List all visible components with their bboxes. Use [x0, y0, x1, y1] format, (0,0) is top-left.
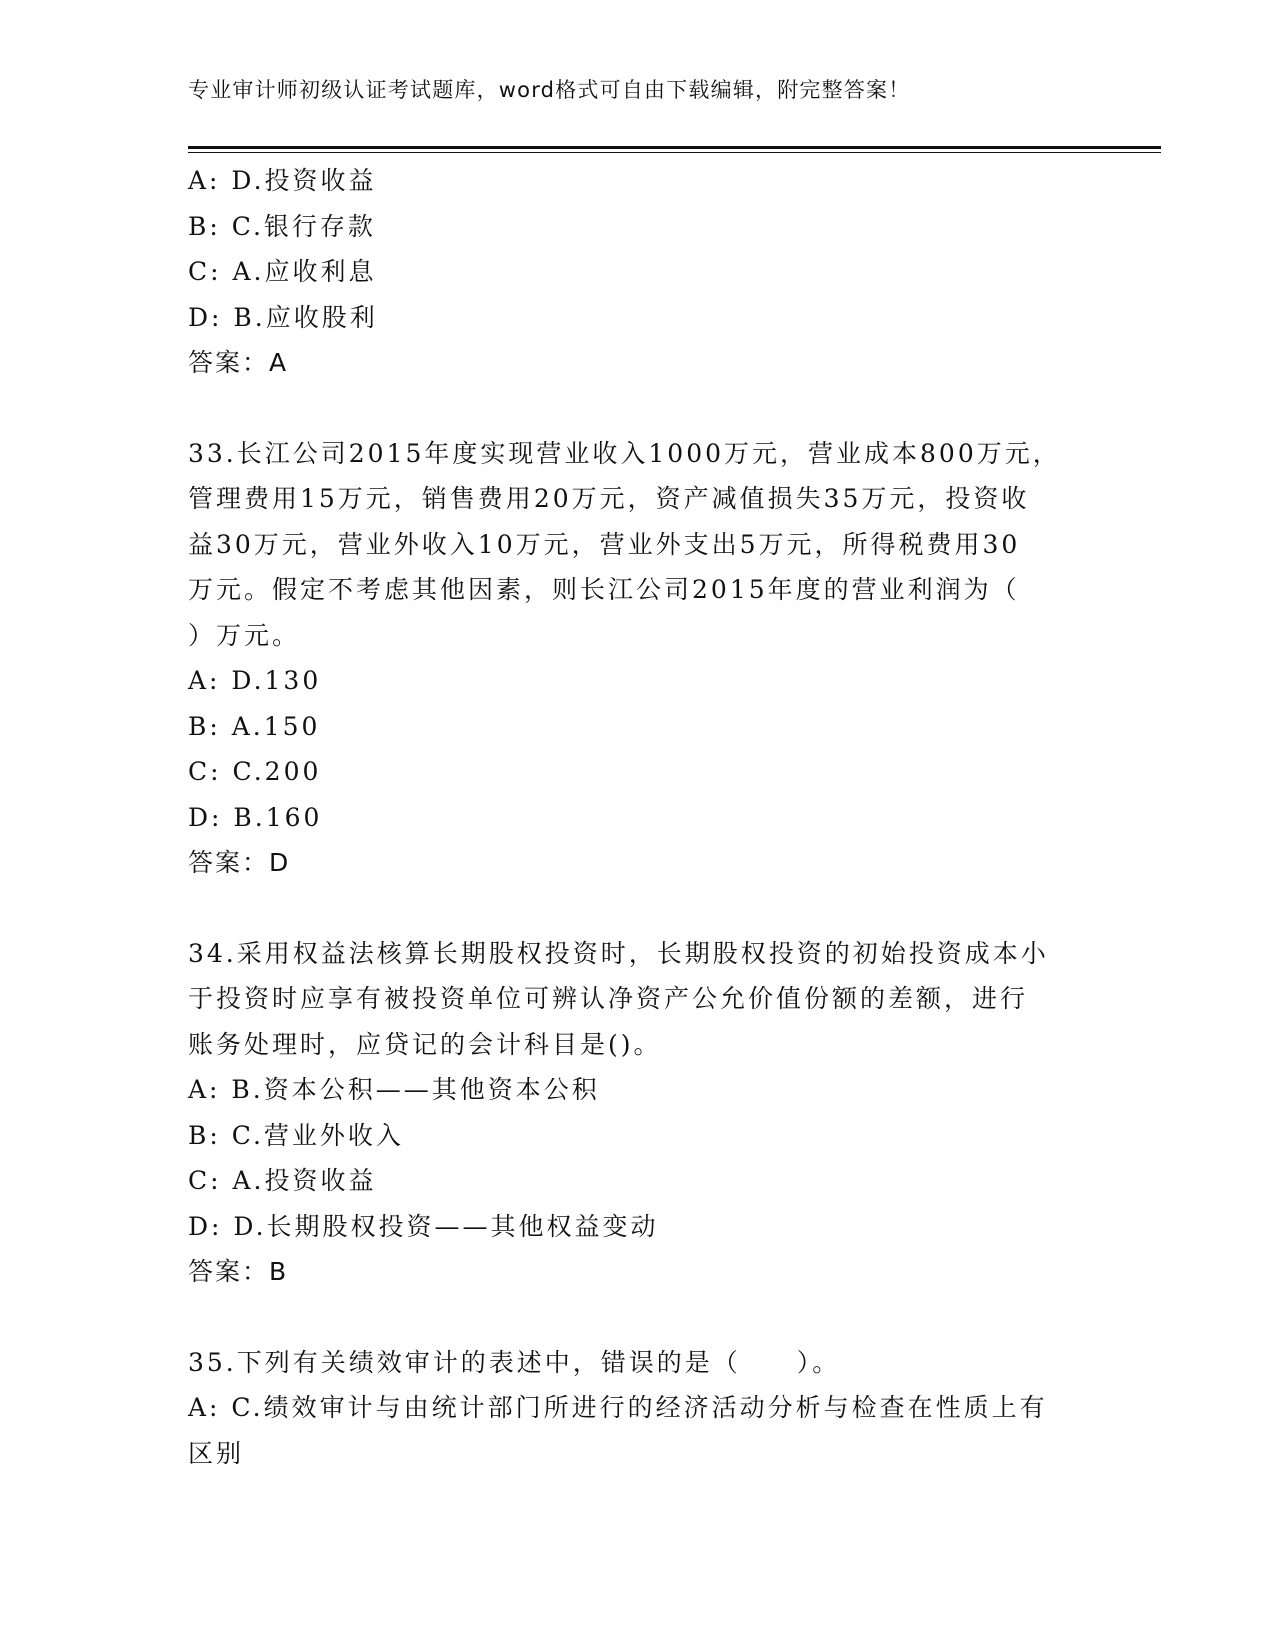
- question-text: 33.长江公司2015年度实现营业收入1000万元，营业成本800万元，: [188, 438, 1061, 468]
- question-text: 益30万元，营业外收入10万元，营业外支出5万元，所得税费用30: [188, 529, 1021, 559]
- option-line: C: A.投资收益: [188, 1166, 377, 1195]
- option-line: A: B.资本公积——其他资本公积: [188, 1075, 600, 1104]
- question-text: 35.下列有关绩效审计的表述中，错误的是（ ）。: [188, 1347, 841, 1377]
- option-line: A: C.绩效审计与由统计部门所进行的经济活动分析与检查在性质上有: [188, 1393, 1048, 1422]
- question-text: 于投资时应享有被投资单位可辨认净资产公允价值份额的差额，进行: [188, 984, 1029, 1013]
- question-text: ）万元。: [188, 620, 301, 650]
- answer-line: 答案：D: [188, 848, 291, 877]
- option-line: B: C.银行存款: [188, 211, 376, 241]
- answer-line: 答案：A: [188, 348, 289, 377]
- header-rule: [188, 146, 1161, 149]
- header-rule-thin: [188, 152, 1161, 153]
- option-line: D: D.长期股权投资——其他权益变动: [188, 1211, 659, 1241]
- option-line: 区别: [188, 1438, 245, 1468]
- question-text: 万元。假定不考虑其他因素，则长江公司2015年度的营业利润为（: [188, 575, 1020, 604]
- question-text: 账务处理时，应贷记的会计科目是()。: [188, 1029, 662, 1059]
- question-content: [188, 158, 1088, 1476]
- option-line: B: A.150: [188, 711, 321, 741]
- question-text: 管理费用15万元，销售费用20万元，资产减值损失35万元，投资收: [188, 484, 1030, 513]
- option-line: A: D.130: [188, 666, 322, 695]
- option-line: B: C.营业外收入: [188, 1120, 404, 1150]
- option-line: D: B.160: [188, 802, 323, 832]
- answer-line: 答案：B: [188, 1257, 289, 1286]
- option-line: A: D.投资收益: [188, 166, 377, 195]
- option-line: C: A.应收利息: [188, 257, 377, 286]
- option-line: C: C.200: [188, 757, 322, 786]
- page-header: 专业审计师初级认证考试题库，word格式可自由下载编辑，附完整答案！: [188, 78, 911, 102]
- option-line: D: B.应收股利: [188, 302, 378, 332]
- question-text: 34.采用权益法核算长期股权投资时，长期股权投资的初始投资成本小: [188, 938, 1049, 968]
